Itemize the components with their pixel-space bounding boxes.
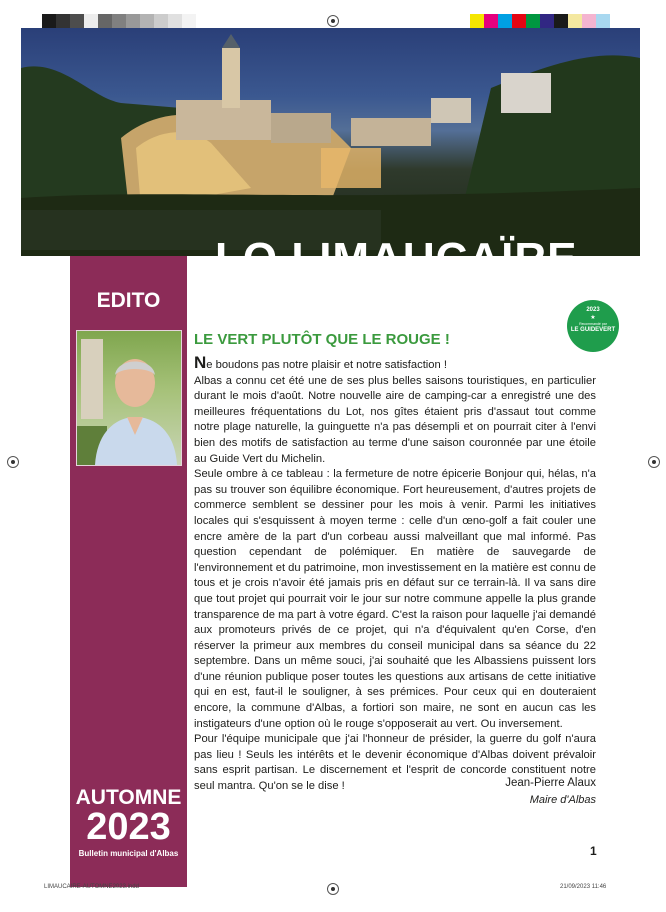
badge-brand: LE GUIDEVERT [570,327,616,333]
hero-photo [21,28,640,283]
masthead-title: LO LIMAUCAÏRE [215,234,578,283]
badge-year: 2023 [586,307,600,313]
bulletin-subtitle: Bulletin municipal d'Albas [78,849,179,858]
sidebar-band [70,256,187,887]
guide-vert-badge [567,300,619,352]
edition-season: AUTOMNE [75,786,182,809]
article-body [194,355,596,795]
paragraph: Seule ombre à ce tableau : la fermeture de notre épicerie Bonjour qui, hélas, n'a pas su trouver son équilibre économique. Fort heureusement, d'autres projets de commerce semblent se dessiner pour les mois à venir. Parmi les initiatives locales qui s'esquissent à moyen terme : celle d'un œno-golf a fait couler une encre amère de la part d'un corbeau aussi malveillant que mal informé. Pas question cependant de polémiquer. En matière de sauvegarde de l'environnement et du patrimoine, mon investissement en la matière est connu de tous et je crois n'avoir été jamais pris en défaut sur ce terrain-là. Il va sans dire que tout projet qui pourrait voir le jour sur notre commune appelle la plus grande transparence de ma part à votre égard. C'est la raison pour laquelle j'ai demandé aux promoteurs privés de ce projet, qui n'a d'équivalent qu'en Corse, d'en réserver la primeur aux membres du conseil municipal dans sa séance du 22 septembre. Dans un même souci, j'ai souhaité que les Albassiens puissent lors d'une réunion publique poser toutes les questions aux artisans de cette initiative qui en est, faut-il le souligner, à ses prémices. Pour ceux qui en douteraient encore, la commune d'Albas, a fortiori son maire, ne sont en aucun cas les instigateurs d'une option où le rouge s'opposerait au vert. Ou inversement. [194,468,596,730]
portrait-illustration [77,331,181,465]
registration-mark [327,883,339,895]
registration-mark [327,15,339,27]
village-illustration [21,28,640,256]
signature-name: Jean-Pierre Alaux [505,777,596,789]
print-slug-date: 21/09/2023 11:46 [560,884,607,890]
registration-mark [648,456,660,468]
article-headline: LE VERT PLUTÔT QUE LE ROUGE ! [194,331,450,348]
badge-caption: Recommandé par [579,322,607,326]
signature-role: Maire d'Albas [529,794,596,806]
snail-logo-icon [44,833,62,849]
registration-mark [7,456,19,468]
section-label: EDITO [96,289,161,312]
edition-year: 2023 [86,806,171,848]
print-slug-file: LIMAUCAIRE-AUTOMNE2023.indd [44,884,139,890]
author-portrait [76,330,182,466]
print-color-bar [470,14,624,28]
paragraph-opening: Ne boudons pas notre plaisir et notre satisfaction ! [194,353,447,372]
paragraph: Albas a connu cet été une de ses plus belles saisons touristiques, en particulier durant le mois d'août. Notre nouvelle aire de camping-car a enregistré une des meilleures fréquentations du Lot, nos gîtes étaient pris d'assaut tout comme notre plage naturelle, la guinguette n'a pas désempli et on pourrait citer à l'envi bien des motifs de satisfaction au terme d'une saison couronnée par une étoile au Guide Vert du Michelin. [194,374,596,465]
drop-cap: N [194,353,207,372]
paragraph: Pour l'équipe municipale que j'ai l'honneur de présider, la guerre du golf n'aura pas lieu ! Seuls les intérêts et le devenir économique d'Albas doivent prévaloir sans esprit partisan. Le discernement et l'esprit de concorde constituent notre seul mantra. Qu'on se le dise ! [194,733,596,793]
star-icon: ★ [590,315,596,321]
print-greyscale-bar [42,14,196,28]
page-number: 1 [590,844,597,858]
